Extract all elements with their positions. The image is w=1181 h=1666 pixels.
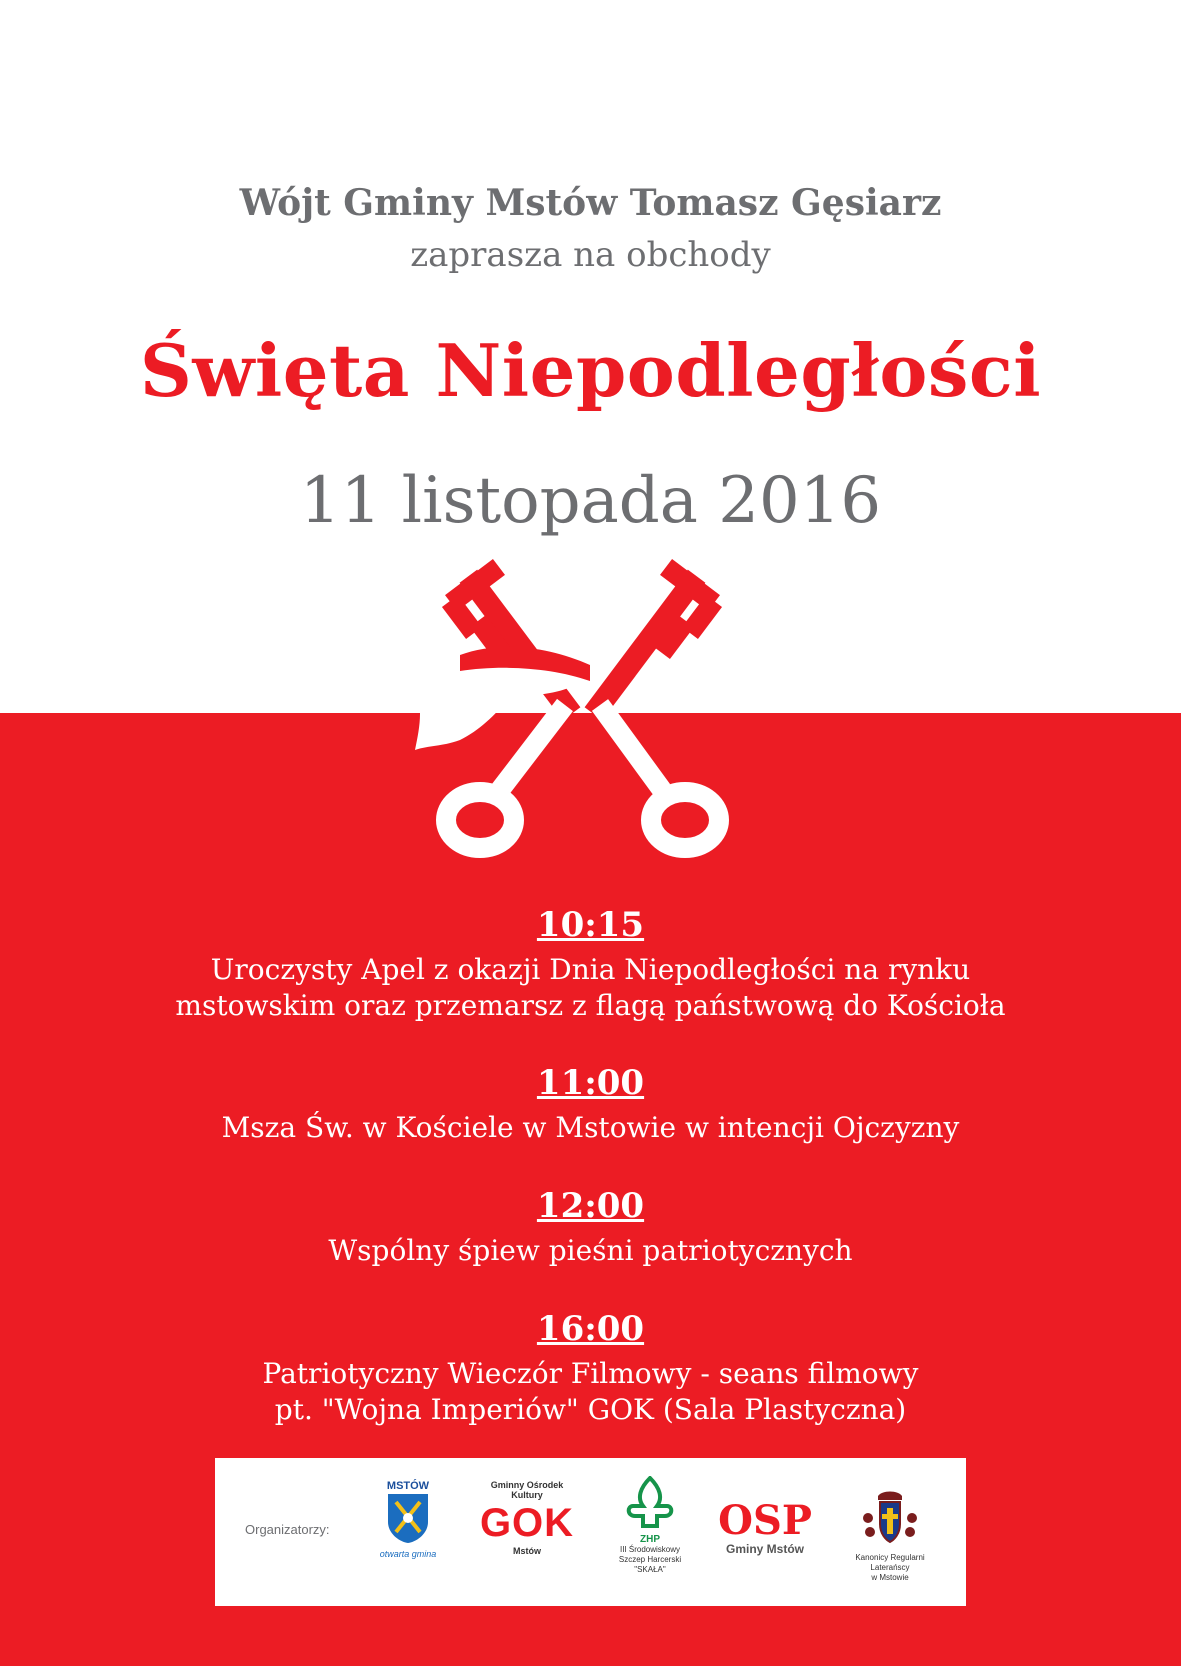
mstow-logo-tagline: otwarta gmina (379, 1549, 437, 1559)
kanonicy-caption-2: Laterańscy (870, 1563, 910, 1572)
ecclesiastical-arms-icon (858, 1488, 922, 1548)
fleur-de-lis-icon (625, 1476, 675, 1530)
schedule-time-3: 12:00 (536, 1186, 645, 1226)
schedule-desc-1a: Uroczysty Apel z okazji Dnia Niepodległości na rynku (210, 953, 971, 986)
host-line: Wójt Gminy Mstów Tomasz Gęsiarz (239, 182, 942, 224)
osp-logo-sub: Gminy Mstów (725, 1542, 804, 1556)
zhp-caption-3: "SKAŁA" (634, 1565, 666, 1574)
event-title: Święta Niepodległości (139, 328, 1042, 413)
invite-line: zaprasza na obchody (410, 235, 771, 275)
mstow-shield-icon (386, 1492, 430, 1544)
organizers-panel (215, 1458, 966, 1606)
schedule-desc-4a: Patriotyczny Wieczór Filmowy - seans filmowy (262, 1357, 919, 1390)
zhp-caption-1: III Środowiskowy (619, 1545, 681, 1554)
osp-logo (715, 1497, 815, 1556)
zhp-logo-mark: ZHP (640, 1534, 660, 1545)
zhp-logo (610, 1476, 690, 1575)
schedule-desc-3: Wspólny śpiew pieśni patriotycznych (328, 1234, 853, 1267)
schedule-desc-2: Msza Św. w Kościele w Mstowie w intencji Ojczyzny (221, 1111, 960, 1144)
mstow-logo-name: MSTÓW (386, 1480, 430, 1492)
gok-logo-arc: Gminny Ośrodek Kultury (490, 1480, 564, 1500)
organizers-label: Organizatorzy: (245, 1522, 330, 1537)
schedule-time-2: 11:00 (536, 1063, 645, 1103)
gok-logo-letters: GOK (479, 1501, 575, 1545)
mstow-logo (373, 1480, 443, 1559)
kanonicy-caption-3: w Mstowie (871, 1573, 909, 1582)
kanonicy-caption-1: Kanonicy Regularni (855, 1553, 925, 1562)
crossed-keys-icon (400, 555, 780, 885)
gok-logo-sub: Mstów (513, 1546, 541, 1556)
schedule-desc-4b: pt. "Wojna Imperiów" GOK (Sala Plastyczna) (274, 1393, 907, 1426)
kanonicy-logo (840, 1488, 940, 1583)
zhp-caption-2: Szczep Harcerski (618, 1555, 682, 1564)
event-date: 11 listopada 2016 (299, 464, 882, 538)
osp-logo-name: OSP (718, 1497, 812, 1544)
gok-logo (477, 1480, 577, 1556)
schedule-desc-1b: mstowskim oraz przemarsz z flagą państwową do Kościoła (175, 989, 1006, 1022)
schedule-time-1: 10:15 (536, 905, 645, 945)
schedule-time-4: 16:00 (536, 1309, 645, 1349)
